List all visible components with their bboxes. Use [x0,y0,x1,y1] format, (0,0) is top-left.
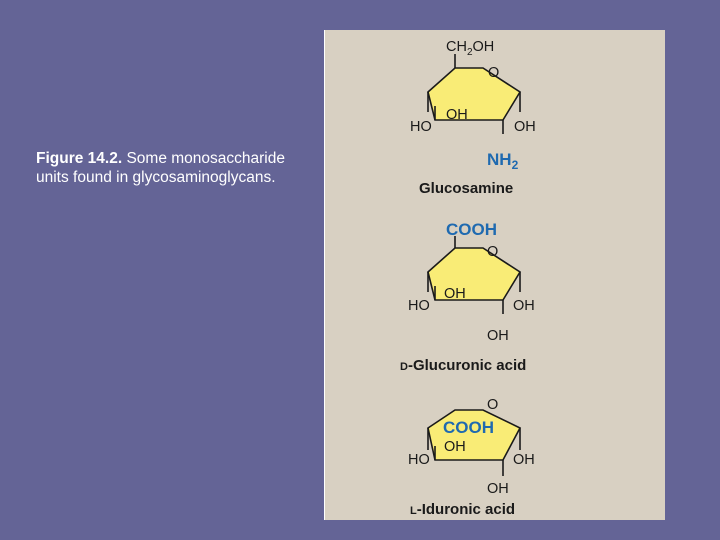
glucosamine-amino-group: $NH_2$ [487,150,519,172]
glucuronic-acid-name: D-Glucuronic acid [400,357,527,374]
iduronic-c3-label: OH [444,439,466,455]
glucuronic-c3-label: OH [444,286,466,302]
iduronic-c1-label: OH [513,452,535,468]
glucosamine-c6-label: $CH_2OH$ [446,39,495,58]
glucuronic-c1-label: OH [513,298,535,314]
caption-number: Figure 14.2. [36,150,123,167]
glucosamine-name: Glucosamine [419,180,514,197]
glucosamine-ring [428,68,520,120]
iduronic-c4-label: HO [408,452,430,468]
figure-caption [36,149,296,187]
iduronic-acid-name: L-Iduronic acid [410,501,516,518]
figure-panel [324,30,665,520]
glucuronic-carboxyl-group: COOH [446,220,497,239]
glucuronic-ring [428,248,520,300]
structures-diagram [325,30,665,520]
iduronic-acid-structure [408,397,535,518]
iduronic-c2-label: OH [487,481,509,497]
glucuronic-c4-label: HO [408,298,430,314]
glucuronic-acid-structure [400,220,535,374]
iduronic-carboxyl-group: COOH [443,418,494,437]
glucosamine-structure [410,39,536,197]
iduronic-ring-oxygen: O [487,397,499,413]
glucuronic-ring-oxygen: O [487,244,499,260]
caption-text: Some monosaccharide units found in glycosaminoglycans. [36,150,285,186]
glucosamine-c1-label: OH [514,119,536,135]
glucosamine-ring-oxygen: O [488,65,500,81]
glucuronic-c2-label: OH [487,328,509,344]
glucosamine-c4-label: HO [410,119,432,135]
glucosamine-c3-label: OH [446,107,468,123]
